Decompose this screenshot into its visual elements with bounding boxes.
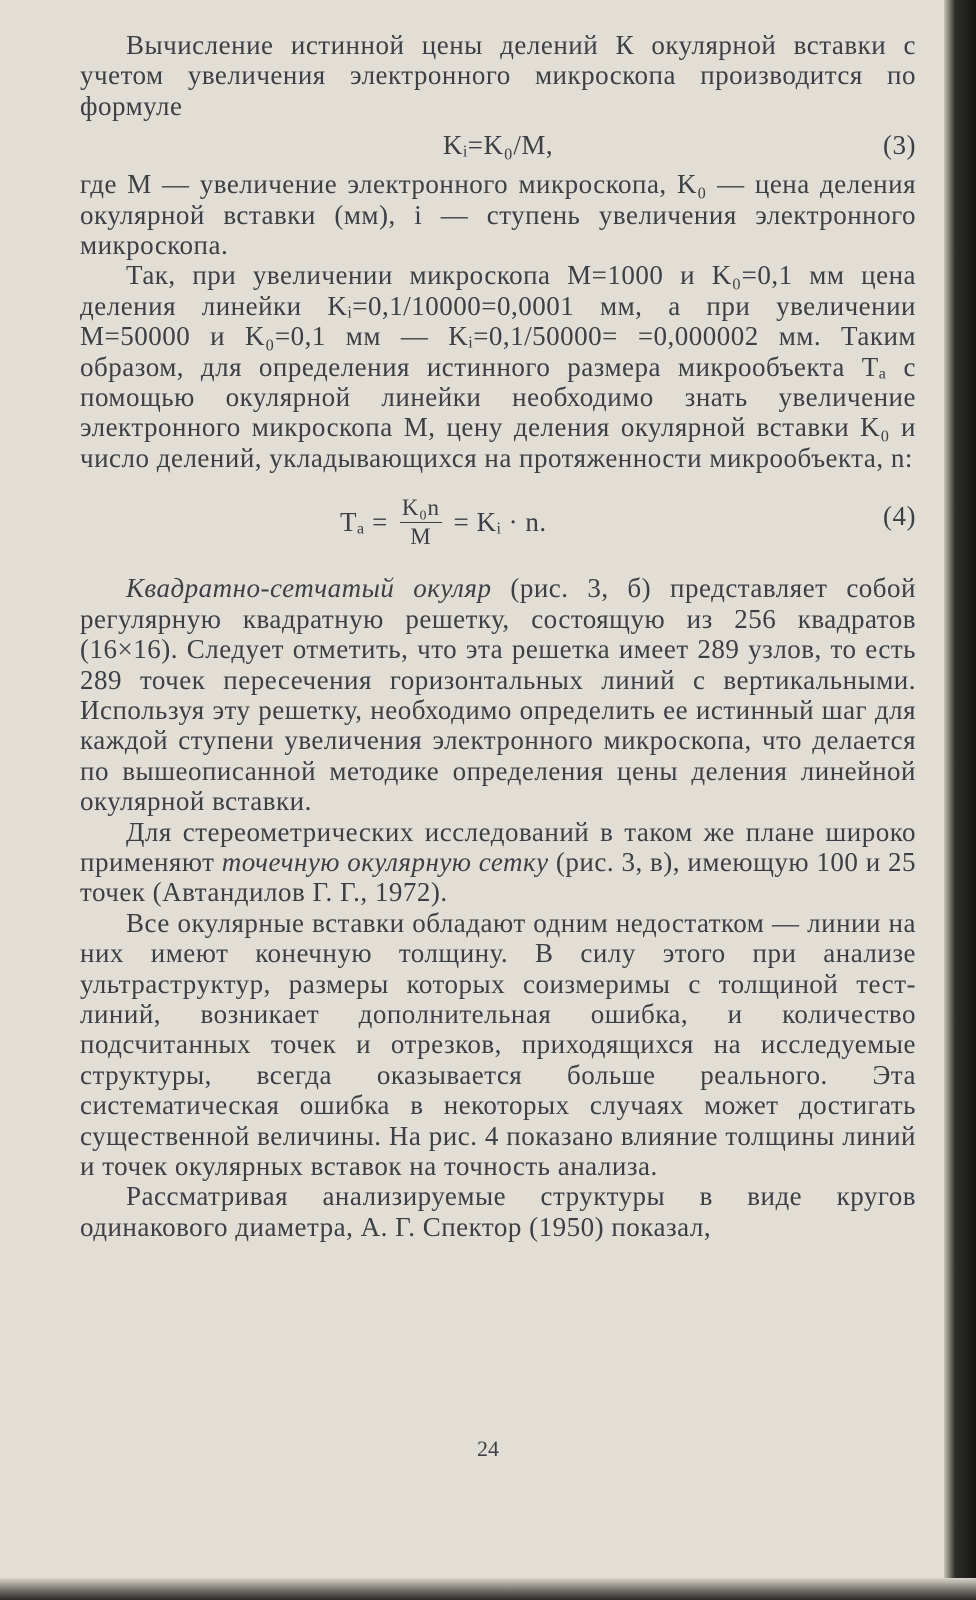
formula-4-rhs: = Kᵢ · n. — [453, 507, 547, 538]
paragraph-3: Так, при увеличении микроскопа М=1000 и K₀=0,1 мм цена деления линейки Kᵢ=0,1/10000=0,0001 мм, а при увеличении М=50000 и K₀=0,1 мм — Kᵢ=0,1/50000= =0,000002 мм. Таким образом, для определения истинного размера микрообъекта Tₐ с помощью окулярной линейки необходимо знать увеличение электронного микроскопа М, цену деления окулярной вставки K₀ и число делений, укладывающихся на протяженности микрообъекта, n: — [80, 260, 916, 473]
formula-4-lhs: Tₐ = — [340, 507, 388, 538]
paragraph-7: Рассматривая анализируемые структуры в виде кругов одинакового диаметра, А. Г. Спектор (1950) показал, — [80, 1181, 916, 1242]
formula-4 — [80, 483, 916, 561]
page-number: 24 — [477, 1436, 499, 1461]
formula-3-number: (3) — [883, 130, 916, 161]
paragraph-5-text-a: Для стереометрических исследований в таком же плане широко применяют — [80, 816, 916, 877]
paragraph-5-text-b: (рис. 3, в), имеющую 100 и 25 точек (Автандилов Г. Г., 1972). — [80, 846, 917, 908]
paragraph-4 — [80, 573, 916, 816]
paragraph-5 — [80, 817, 916, 908]
paragraph-4-text: (рис. 3, б) представляет собой регулярную квадратную решетку, состоящую из 256 квадратов (16×16). Следует отметить, что эта решетка имеет 289 узлов, то есть 289 точек пересечения горизонтальных линий с вертикальными. Используя эту решетку, необходимо определить ее истинный шаг для каждой ступени увеличения электронного микроскопа, что делается по вышеописанной методике определения цены деления линейной окулярной вставки. — [80, 573, 916, 817]
page-edge-shadow — [944, 0, 976, 1600]
formula-4-denominator: M — [410, 523, 432, 549]
paragraph-5-italic-term: точечную окулярную сетку — [221, 846, 549, 877]
paragraph-1: Вычисление истинной цены делений К окулярной вставки с учетом увеличения электронного микроскопа производится по формуле — [80, 30, 916, 121]
page-bottom-shadow — [0, 1578, 976, 1600]
body-text — [80, 30, 916, 1242]
formula-4-number: (4) — [883, 501, 916, 532]
paragraph-6: Все окулярные вставки обладают одним недостатком — линии на них имеют конечную толщину. В силу этого при анализе ультраструктур, размеры которых соизмеримы с толщиной тест-линий, возникает дополнительная ошибка, и количество подсчитанных точек и отрезков, приходящихся на исследуемые структуры, всегда оказывается больше реального. Эта систематическая ошибка в некоторых случаях может достигать существенной величины. На рис. 4 показано влияние толщины линий и точек окулярных вставок на точность анализа. — [80, 907, 916, 1181]
paragraph-4-italic-term: Квадратно-сетчатый окуляр — [126, 573, 492, 604]
formula-4-numerator: K₀n — [400, 494, 442, 523]
paragraph-2: где М — увеличение электронного микроскопа, K₀ — цена деления окулярной вставки (мм), i — ступень увеличения электронного микроскопа. — [80, 169, 916, 261]
formula-3-expression: Kᵢ=K₀/M, — [442, 130, 554, 161]
formula-3 — [80, 123, 916, 167]
formula-4-fraction — [400, 494, 442, 551]
